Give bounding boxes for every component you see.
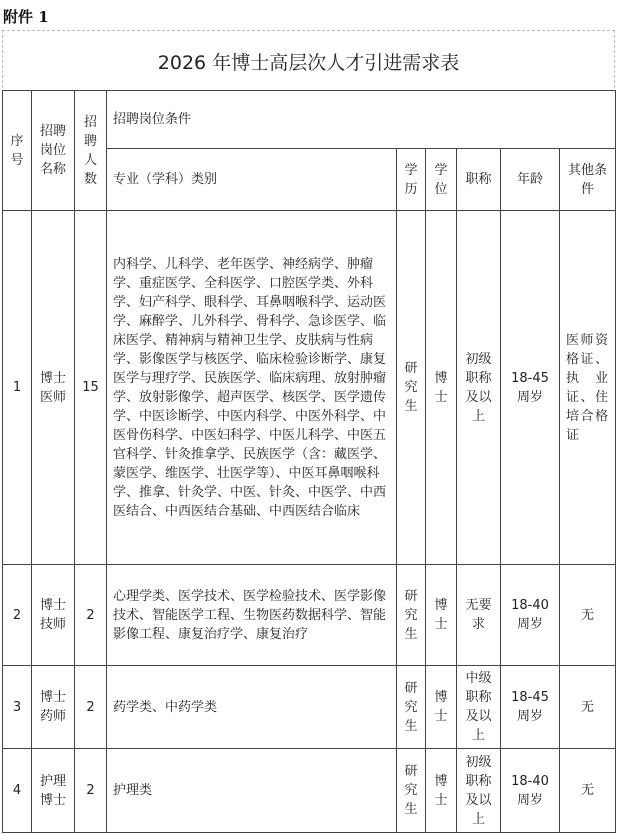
row-degree: 博士 <box>426 666 457 749</box>
header-degree: 学位 <box>426 149 457 211</box>
row-degree: 博士 <box>426 565 457 666</box>
header-title: 职称 <box>457 149 501 211</box>
row-education: 研究生 <box>397 565 426 666</box>
row-other: 无 <box>560 565 616 666</box>
row-title: 初级职称及以上 <box>457 749 501 833</box>
recruitment-table <box>2 90 616 833</box>
row-other: 无 <box>560 666 616 749</box>
table-row <box>3 211 616 565</box>
table-row <box>3 666 616 749</box>
row-education: 研究生 <box>397 749 426 833</box>
row-degree: 博士 <box>426 211 457 565</box>
page-title: 2026 年博士高层次人才引进需求表 <box>157 52 460 74</box>
row-age: 18-40周岁 <box>501 565 560 666</box>
header-conditions: 招聘岗位条件 <box>107 91 616 149</box>
row-age: 18-45周岁 <box>501 211 560 565</box>
title-box <box>2 30 615 88</box>
row-title: 无要求 <box>457 565 501 666</box>
header-position-name: 招聘岗位名称 <box>32 91 75 211</box>
attachment-label: 附件 1 <box>3 8 49 26</box>
row-seq: 3 <box>3 666 32 749</box>
row-major: 内科学、儿科学、老年医学、神经病学、肿瘤学、重症医学、全科医学、口腔医学类、外科学、妇产科学、眼科学、耳鼻咽喉科学、运动医学、麻醉学、儿外科学、骨科学、急诊医学、临床医学、精神病与精神卫生学、皮肤病与性病学、影像医学与核医学、临床检验诊断学、康复医学与理疗学、民族医学、临床病理、放射肿瘤学、放射影像学、超声医学、核医学、医学遗传学、中医诊断学、中医内科学、中医外科学、中医骨伤科学、中医妇科学、中医儿科学、中医五官科学、针灸推拿学、民族医学（含：藏医学、蒙医学、维医学、壮医学等）、中医耳鼻咽喉科学、推拿、针灸学、中医、针灸、中医学、中西医结合、中西医结合基础、中西医结合临床 <box>107 211 397 565</box>
header-other: 其他条件 <box>560 149 616 211</box>
row-major: 药学类、中药学类 <box>107 666 397 749</box>
row-headcount: 2 <box>75 749 107 833</box>
row-age: 18-40周岁 <box>501 749 560 833</box>
header-row-1 <box>3 91 616 149</box>
header-headcount: 招聘人数 <box>75 91 107 211</box>
table-row <box>3 749 616 833</box>
row-title: 中级职称及以上 <box>457 666 501 749</box>
row-headcount: 2 <box>75 666 107 749</box>
header-education: 学历 <box>397 149 426 211</box>
row-other: 无 <box>560 749 616 833</box>
row-degree: 博士 <box>426 749 457 833</box>
row-headcount: 2 <box>75 565 107 666</box>
row-headcount: 15 <box>75 211 107 565</box>
row-education: 研究生 <box>397 211 426 565</box>
row-age: 18-45周岁 <box>501 666 560 749</box>
row-position-name: 博士医师 <box>32 211 75 565</box>
row-title: 初级职称及以上 <box>457 211 501 565</box>
row-other: 医师资格证、执业证、住培合格证 <box>560 211 616 565</box>
header-major: 专业（学科）类别 <box>107 149 397 211</box>
row-position-name: 护理博士 <box>32 749 75 833</box>
header-seq: 序号 <box>3 91 32 211</box>
row-education: 研究生 <box>397 666 426 749</box>
row-seq: 4 <box>3 749 32 833</box>
row-major: 护理类 <box>107 749 397 833</box>
row-position-name: 博士技师 <box>32 565 75 666</box>
row-major: 心理学类、医学技术、医学检验技术、医学影像技术、智能医学工程、生物医药数据科学、智能影像工程、康复治疗学、康复治疗 <box>107 565 397 666</box>
row-seq: 1 <box>3 211 32 565</box>
header-age: 年龄 <box>501 149 560 211</box>
row-seq: 2 <box>3 565 32 666</box>
table-row <box>3 565 616 666</box>
row-position-name: 博士药师 <box>32 666 75 749</box>
